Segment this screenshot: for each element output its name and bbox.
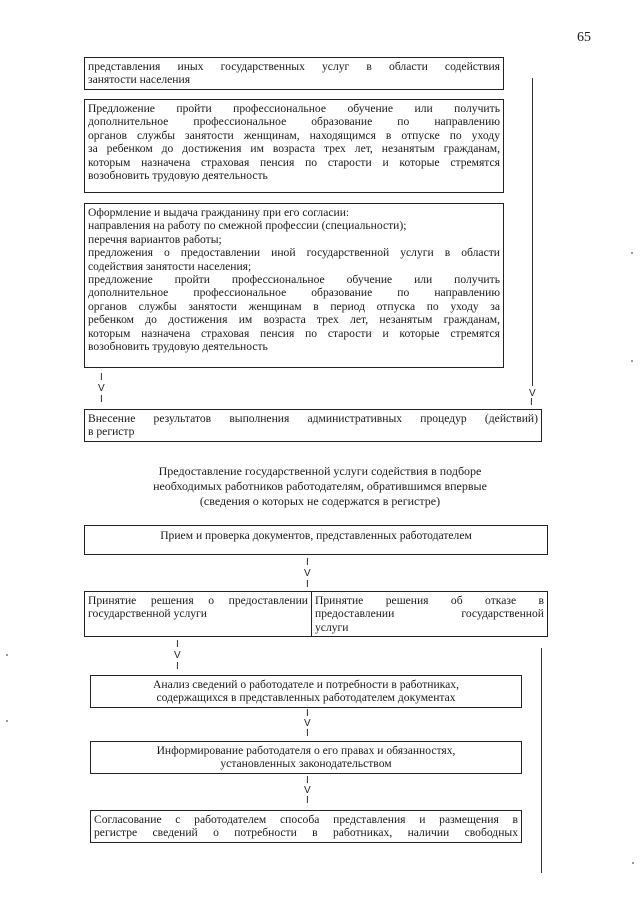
- box-line: предоставлении государственной: [315, 607, 544, 621]
- heading-line: необходимых работников работодателям, обратившимся впервые: [153, 479, 487, 493]
- box-line: органов службы занятости женщинам, находящимся в отпуске по уходу: [88, 128, 500, 142]
- box-line: органов службы занятости женщинам в период отпуска по уходу за: [88, 299, 500, 313]
- box-line: ребенком до достижения им возраста трех лет, незанятым гражданам,: [88, 313, 500, 327]
- flow-box-register-entry: [84, 409, 542, 442]
- scan-speck: [632, 862, 634, 864]
- box-line: возобновить трудовую деятельность: [88, 340, 268, 354]
- flow-box-agreement: [90, 810, 522, 843]
- tick-mark: I: [176, 639, 179, 650]
- flow-box-issuance: [84, 203, 504, 368]
- box-line: предложения о предоставлении иной государственной услуги в области: [88, 246, 500, 260]
- connector-right-vertical: [532, 78, 533, 386]
- scan-speck: [6, 720, 8, 722]
- tick-mark: I: [306, 795, 309, 806]
- tick-mark: I: [306, 728, 309, 739]
- flow-box-document-reception: [84, 525, 548, 555]
- box-line: которым назначена страховая пенсия по старости и которые стремятся: [88, 326, 500, 340]
- box-line: направления на работу по смежной профессии (специальности);: [88, 219, 407, 233]
- scan-speck: [631, 252, 633, 254]
- box-line: возобновить трудовую деятельность: [88, 169, 268, 183]
- arrow-down-icon: V: [174, 650, 181, 661]
- arrow-down-icon: V: [304, 785, 311, 796]
- arrow-down-icon: V: [98, 383, 105, 394]
- tick-mark: I: [100, 394, 103, 405]
- box-line: Прием и проверка документов, представленных работодателем: [160, 529, 472, 542]
- box-line: дополнительное профессиональное образование по направлению: [88, 286, 500, 300]
- scan-speck: [6, 654, 8, 656]
- arrow-down-icon: V: [304, 568, 311, 579]
- section-heading: [110, 464, 530, 509]
- tick-mark: I: [100, 372, 103, 383]
- box-line: Согласование с работодателем способа представления и размещения в: [94, 813, 518, 826]
- arrow-down-icon: V: [529, 388, 536, 399]
- box-line: содействия занятости населения;: [88, 259, 252, 273]
- box-line: за ребенком до достижения им возраста трех лет, незанятым гражданам,: [88, 142, 500, 156]
- box-line: Анализ сведений о работодателе и потребности в работниках,: [153, 678, 459, 691]
- heading-line: (сведения о которых не содержатся в регистре): [199, 494, 441, 508]
- box-line: Внесение результатов выполнения административных процедур (действий): [88, 412, 538, 425]
- flow-box-analysis: [90, 675, 522, 708]
- box-line: перечня вариантов работы;: [88, 232, 222, 246]
- box-line: в регистр: [88, 425, 135, 439]
- tick-mark: I: [176, 661, 179, 672]
- box-line: Принятие решения о предоставлении: [88, 594, 308, 607]
- tick-mark: I: [306, 708, 309, 719]
- flow-box-decision-grant: [84, 591, 312, 637]
- box-line: Информирование работодателя о его правах и обязанностях,: [156, 744, 456, 757]
- flow-box-other-services: [84, 57, 504, 90]
- box-line: Оформление и выдача гражданину при его согласии:: [88, 206, 350, 219]
- box-line: установленных законодательством: [220, 757, 392, 771]
- arrow-down-icon: V: [304, 718, 311, 729]
- box-line: услуги: [315, 620, 349, 634]
- box-line: регистре сведений о потребности в работниках, наличии свободных: [94, 826, 518, 840]
- tick-mark: I: [306, 557, 309, 568]
- box-line: дополнительное профессиональное образование по направлению: [88, 115, 500, 129]
- flow-box-decision-refuse: [311, 591, 548, 637]
- heading-line: Предоставление государственной услуги содействия в подборе: [158, 464, 482, 478]
- box-line: представления иных государственных услуг в области содействия: [88, 60, 500, 73]
- tick-mark: I: [306, 775, 309, 786]
- box-line: занятости населения: [88, 73, 191, 87]
- box-line: предложение пройти профессиональное обучение или получить: [88, 273, 500, 287]
- box-line: государственной услуги: [88, 607, 208, 621]
- flow-box-training-offer: [84, 99, 504, 193]
- tick-mark: I: [306, 579, 309, 590]
- scan-speck: [631, 360, 633, 362]
- box-line: Предложение пройти профессиональное обучение или получить: [88, 102, 500, 115]
- connector-right-vertical-lower: [541, 648, 542, 873]
- tick-mark: I: [530, 397, 533, 408]
- flow-box-inform-employer: [90, 741, 522, 774]
- box-line: Принятие решения об отказе в: [315, 594, 544, 607]
- box-line: которым назначена страховая пенсия по старости и которые стремятся: [88, 155, 500, 169]
- box-line: содержащихся в представленных работодателем документах: [156, 691, 456, 705]
- page-number: 65: [577, 30, 591, 45]
